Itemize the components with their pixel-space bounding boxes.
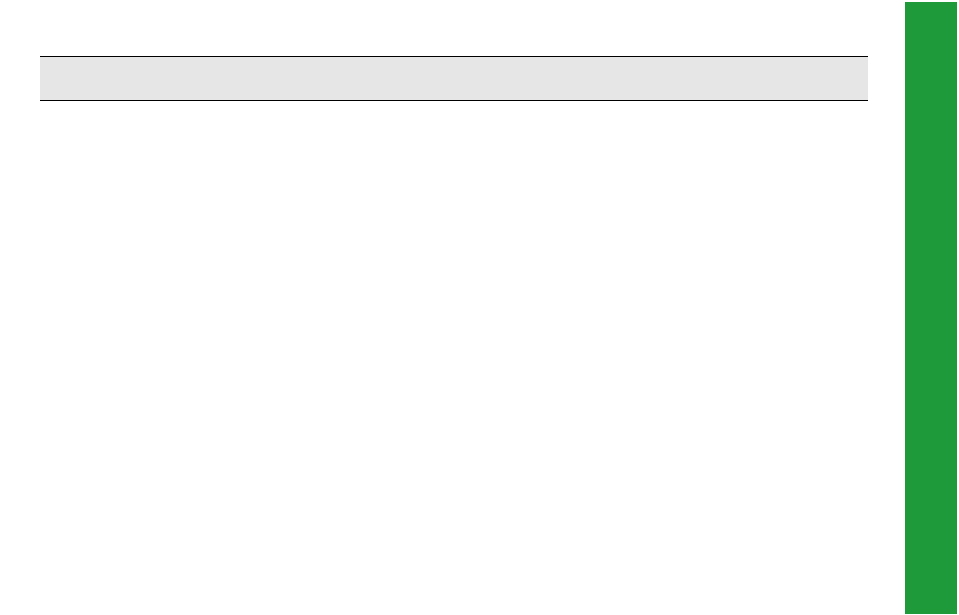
section-title: [40, 4, 56, 19]
header-top-rule: [40, 56, 868, 57]
table-header-background: [40, 56, 868, 100]
header-bottom-rule: [40, 100, 868, 101]
page-number: [2, 4, 22, 44]
yearbook-side-text: [0, 228, 16, 408]
chapter-tab: [905, 2, 957, 614]
